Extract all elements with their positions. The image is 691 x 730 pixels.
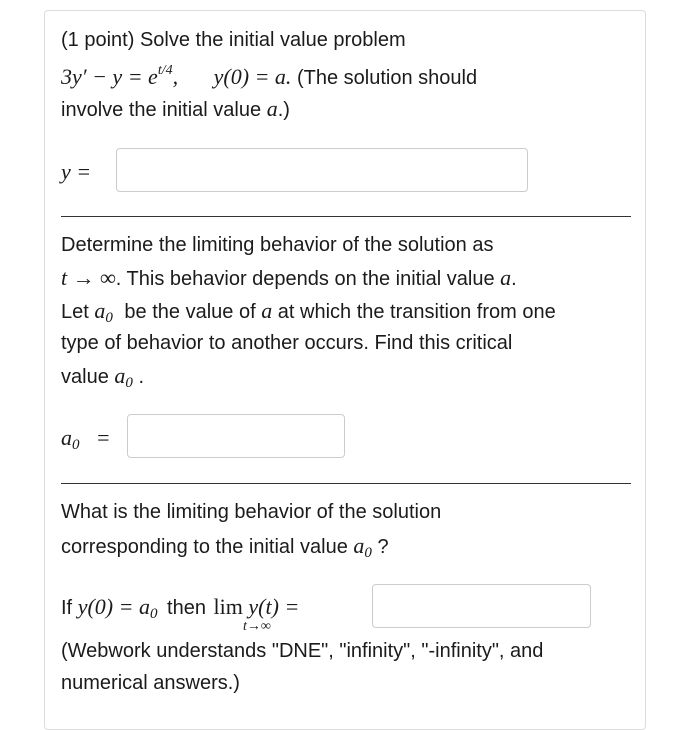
limit-question-line: If y(0) = a0 then lim y(t) = bbox=[61, 594, 300, 622]
lim-operator: lim bbox=[213, 594, 243, 619]
footnote-line2: numerical answers.) bbox=[61, 672, 240, 694]
part2-line2: t → ∞. This behavior depends on the initial value a. bbox=[61, 265, 517, 290]
y-solution-input[interactable] bbox=[116, 148, 528, 192]
divider-1 bbox=[61, 216, 631, 217]
part2-line1: Determine the limiting behavior of the solution as bbox=[61, 234, 494, 256]
problem-intro: Solve the initial value problem bbox=[139, 29, 406, 51]
ode-exponent: t/4 bbox=[157, 63, 173, 78]
footnote-line1: (Webwork understands "DNE", "infinity", "-infinity", and bbox=[61, 640, 544, 662]
limit-value-input[interactable] bbox=[372, 584, 591, 628]
part2-line3: Let a0 be the value of a at which the transition from one bbox=[61, 298, 556, 326]
condition-y0: y(0) = bbox=[77, 594, 139, 619]
a0-answer-label: a0 = bbox=[61, 425, 110, 453]
initial-condition: y(0) = a. bbox=[213, 64, 292, 89]
ode-equation: 3y′ − y = e bbox=[61, 64, 158, 89]
part2-line5: value a0 . bbox=[61, 363, 144, 391]
points-label: (1 point) bbox=[61, 29, 135, 51]
lim-expression: y(t) = bbox=[248, 594, 300, 619]
part3-line2: corresponding to the initial value a0 ? bbox=[61, 533, 389, 561]
problem-note: (The solution should bbox=[296, 67, 478, 89]
var-a: a bbox=[266, 96, 278, 121]
part3-line1: What is the limiting behavior of the solution bbox=[61, 501, 442, 523]
y-answer-label: y = bbox=[61, 159, 92, 184]
part2-line4: type of behavior to another occurs. Find this critical bbox=[61, 332, 513, 354]
t-to-infinity: t → ∞ bbox=[61, 265, 116, 290]
problem-note-line2: involve the initial value a.) bbox=[61, 96, 290, 121]
divider-2 bbox=[61, 483, 631, 484]
lim-subscript: t→∞ bbox=[243, 619, 271, 634]
a0-critical-input[interactable] bbox=[127, 414, 345, 458]
problem-intro-line bbox=[61, 24, 406, 57]
var-a0: a0 bbox=[94, 298, 113, 326]
problem-equation-line: $3y' - y = e^{t/4}$, y(0) = a. (The solution should bbox=[61, 63, 478, 89]
